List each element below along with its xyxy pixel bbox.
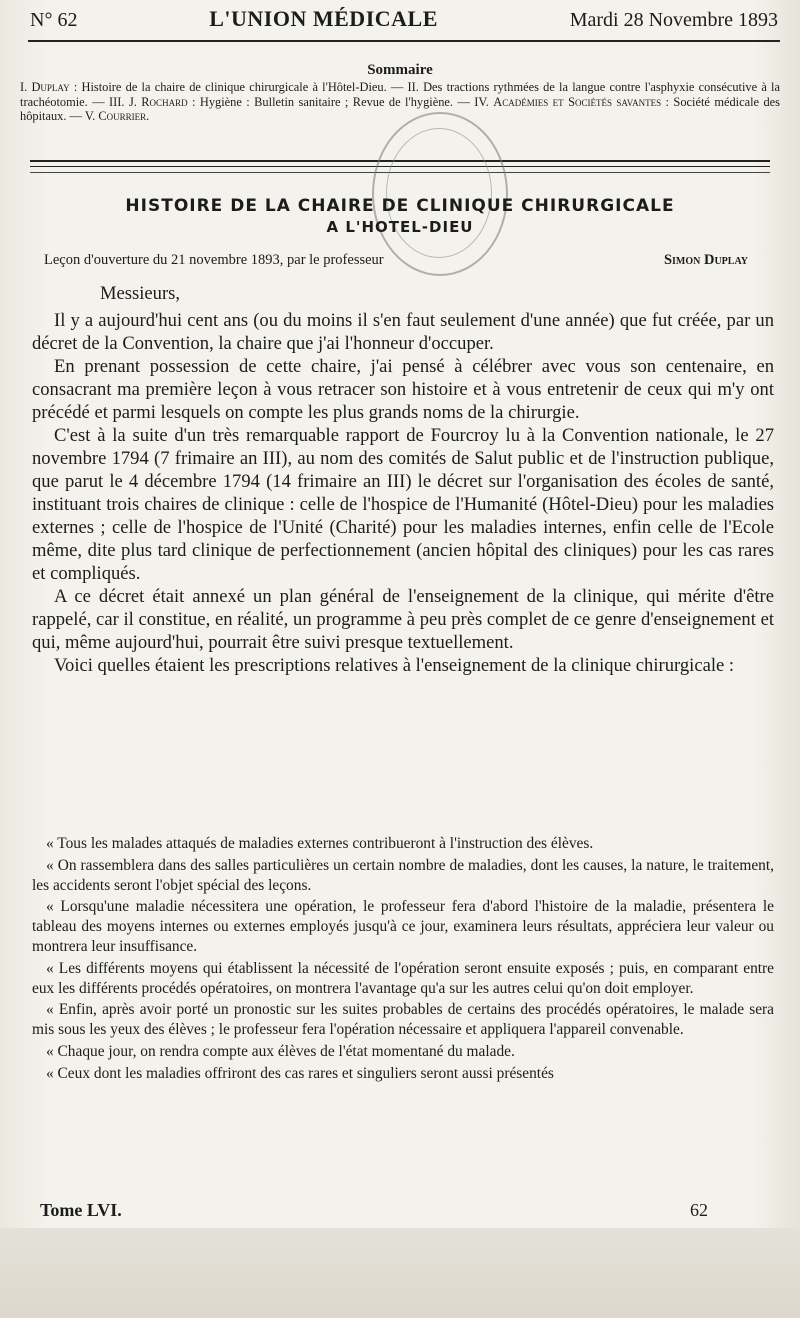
- issue-date: Mardi 28 Novembre 1893: [569, 9, 778, 31]
- sommaire-contents: [20, 80, 780, 124]
- quote-paragraph: « Les différents moyens qui établissent la nécessité de l'opération seront ensuite exposés ; puis, en comparant entre eux les différents procédés opératoires, on montrera l'avantage qu'a sur les autres celui qu'on doit employer.: [32, 959, 774, 997]
- quote-paragraph: « On rassemblera dans des salles particulières un certain nombre de maladies, dont les causes, la nature, le traitement, les accidents seront l'objet spécial des leçons.: [32, 856, 774, 894]
- running-header: [30, 6, 778, 36]
- quote-paragraph: « Lorsqu'une maladie nécessitera une opération, le professeur fera d'abord l'histoire de la maladie, présentera le tableau des moyens internes ou externes employés jusqu'à ce jour, examinera leurs résultats, appréciera leur valeur ou montrera leur insuffisance.: [32, 898, 774, 955]
- paragraph: Il y a aujourd'hui cent ans (ou du moins il s'en faut seulement d'une année) que fut créée, par un décret de la Convention, la chaire que j'ai l'honneur d'occuper.: [32, 310, 774, 354]
- header-rule: [28, 40, 780, 42]
- sommaire-text-1: : Histoire de la chaire de clinique chirurgicale à l'Hôtel-Dieu. — II. Des tractions rythmées de la langue contre l'asphyxie consécutive à la trachéotomie. — III. J.: [20, 80, 780, 109]
- sommaire-academies: Académies et Sociétés savantes: [493, 94, 662, 109]
- sommaire-item-number: I.: [20, 80, 28, 94]
- quote-paragraph: « Chaque jour, on rendra compte aux élèves de l'état momentané du malade.: [46, 1042, 515, 1060]
- decree-quotations: [32, 834, 774, 1086]
- tome-label: Tome LVI.: [40, 1200, 122, 1220]
- quote-paragraph: « Ceux dont les maladies offriront des cas rares et singuliers seront aussi présentés: [46, 1064, 554, 1082]
- lecture-byline: [44, 252, 748, 269]
- sommaire-text-3: : Hygiène : Bulletin sanitaire ; Revue de l'hygiène. — IV.: [187, 94, 494, 109]
- sommaire-courrier: Courrier: [98, 109, 147, 123]
- lecture-author: Simon Duplay: [663, 252, 748, 268]
- journal-title: L'UNION MÉDICALE: [209, 6, 438, 31]
- page-footer: [40, 1200, 708, 1221]
- sommaire-text-4: : Société médicale des hôpitaux. — V.: [20, 94, 781, 123]
- blank-lower-margin: [0, 1228, 800, 1318]
- quote-paragraph: « Tous les malades attaqués de maladies externes contribueront à l'instruction des élèves.: [46, 835, 594, 852]
- paragraph: En prenant possession de cette chaire, j'ai pensé à célébrer avec vous son centenaire, en consacrant ma première leçon à vous retracer son histoire et à vous entretenir de ceux qui m'y ont précédé et parmi lesquels on compte les plus grands noms de la chirurgie.: [32, 356, 774, 423]
- sommaire-end: .: [146, 109, 150, 123]
- paragraph: C'est à la suite d'un très remarquable rapport de Fourcroy lu à la Convention nationale, le 27 novembre 1794 (7 frimaire an III), au nom des comités de Salut public et de l'instruction publique, que parut le 4 décembre 1794 (14 frimaire an III) le décret sur l'organisation des écoles de santé, instituant trois chaires de clinique : celle de l'hospice de l'Humanité (Hôtel-Dieu) pour les maladies externes ; celle de l'hospice de l'Unité (Charité) pour les maladies internes, enfin celle de l'Ecole même, dite plus tard clinique de perfectionnement (ancien hôpital des cliniques) pour les cas rares et compliqués.: [32, 425, 774, 584]
- sommaire-author-rochard: Rochard: [141, 94, 188, 109]
- quote-paragraph: « Enfin, après avoir porté un pronostic sur les suites probables de certains des procédés opératoires, le malade sera mis sous les yeux des élèves ; le professeur fera l'opération nécessaire et appliquera l'appareil convenable.: [32, 1001, 774, 1039]
- article-title: HISTOIRE DE LA CHAIRE DE CLINIQUE CHIRURGICALE: [125, 196, 675, 216]
- lecture-byline-text: Leçon d'ouverture du 21 novembre 1893, par le professeur: [44, 252, 384, 268]
- sommaire-author-duplay: Duplay: [31, 80, 70, 94]
- library-stamp-inner-ring: [386, 128, 492, 258]
- salutation: Messieurs,: [100, 283, 181, 304]
- article-subtitle: A L'HOTEL-DIEU: [326, 218, 474, 236]
- paragraph: A ce décret était annexé un plan général de l'enseignement de la clinique, qui mérite d'être rappelé, car il constitue, en réalité, un programme à peu près complet de ce genre d'enseignement et qui, même aujourd'hui, pourrait être suivi presque textuellement.: [32, 586, 774, 653]
- sommaire-title: Sommaire: [367, 62, 433, 78]
- article-body: [32, 282, 774, 677]
- issue-number: N° 62: [30, 9, 78, 31]
- paragraph: Voici quelles étaient les prescriptions relatives à l'enseignement de la clinique chirurgicale :: [54, 655, 735, 676]
- page-number: 62: [690, 1200, 708, 1220]
